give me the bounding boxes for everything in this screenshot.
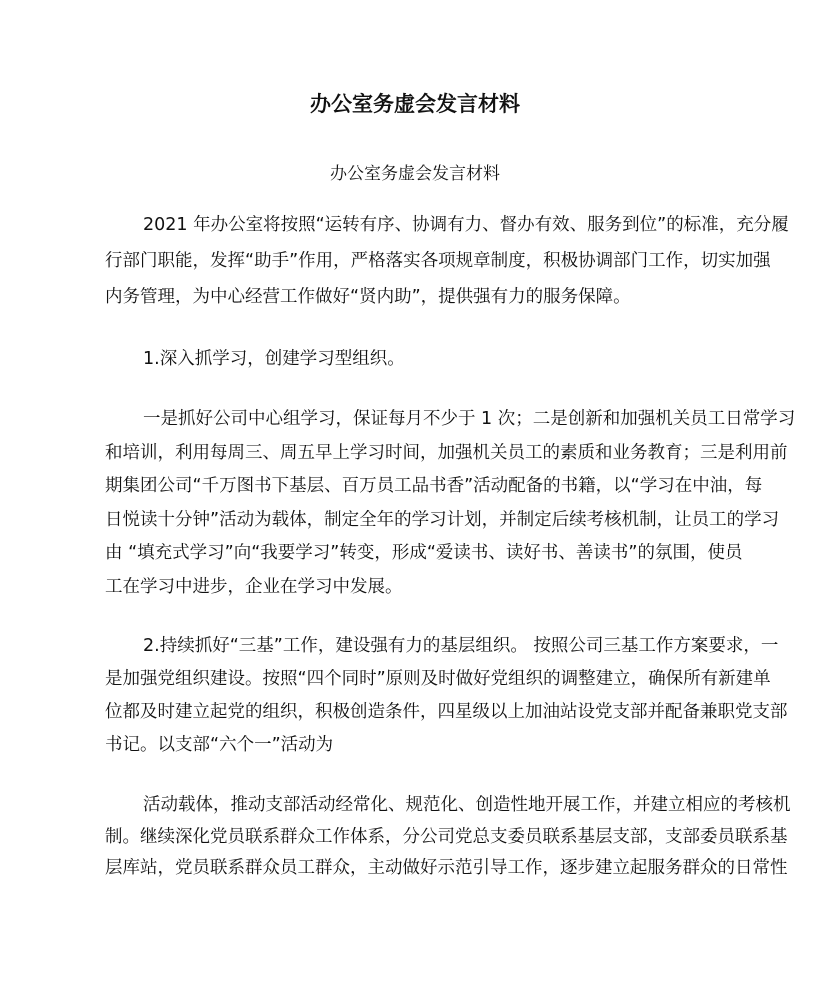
paragraph-3 xyxy=(105,630,788,762)
paragraph-line: 一是抓好公司中心组学习，保证每月不少于 1 次；二是创新和加强机关员工日常学习 xyxy=(143,409,796,429)
paragraph-line: 期集团公司“千万图书下基层、百万员工品书香”活动配备的书籍，以“学习在中油，每 xyxy=(105,476,763,496)
paragraph-line: 工在学习中进步，企业在学习中发展。 xyxy=(105,576,403,597)
paragraph-line: 位都及时建立起党的组织，积极创造条件，四星级以上加油站设党支部并配备兼职党支部 xyxy=(105,702,788,722)
paragraph-line: 日悦读十分钟”活动为载体，制定全年的学习计划，并制定后续考核机制，让员工的学习 xyxy=(105,509,780,530)
section-heading: 1.深入抓学习，创建学习型组织。 xyxy=(143,349,405,369)
paragraph-line: 制。继续深化党员联系群众工作体系，分公司党总支委员联系基层支部，支部委员联系基 xyxy=(105,826,788,847)
document-subtitle: 办公室务虚会发言材料 xyxy=(330,164,500,184)
paragraph-line: 由 “填充式学习”向“我要学习”转变，形成“爱读书、读好书、善读书”的氛围，使员 xyxy=(105,543,743,563)
paragraph-line: 是加强党组织建设。按照“四个同时”原则及时做好党组织的调整建立，确保所有新建单 xyxy=(105,669,771,689)
paragraph-line: 层库站，党员联系群众员工群众，主动做好示范引导工作，逐步建立起服务群众的日常性 xyxy=(105,858,788,878)
paragraph-4 xyxy=(105,790,791,885)
heading-1 xyxy=(105,342,738,376)
document-title: 办公室务虚会发言材料 xyxy=(310,92,520,116)
paragraph-line: 2021 年办公室将按照“运转有序、协调有力、督办有效、服务到位”的标准，充分履 xyxy=(143,215,789,235)
paragraph-line: 书记。以支部“六个一”活动为 xyxy=(105,735,334,755)
paragraph-line: 2.持续抓好“三基”工作，建设强有力的基层组织。 按照公司三基工作方案要求，一 xyxy=(143,636,779,656)
paragraph-1 xyxy=(105,207,789,315)
paragraph-line: 和培训，利用每周三、周五早上学习时间，加强机关员工的素质和业务教育；三是利用前 xyxy=(105,442,788,463)
paragraph-line: 行部门职能，发挥“助手”作用，严格落实各项规章制度，积极协调部门工作，切实加强 xyxy=(105,251,771,271)
paragraph-2 xyxy=(105,403,796,604)
paragraph-line: 内务管理，为中心经营工作做好“贤内助”，提供强有力的服务保障。 xyxy=(105,287,631,307)
paragraph-line: 活动载体，推动支部活动经常化、规范化、创造性地开展工作，并建立相应的考核机 xyxy=(143,795,791,815)
